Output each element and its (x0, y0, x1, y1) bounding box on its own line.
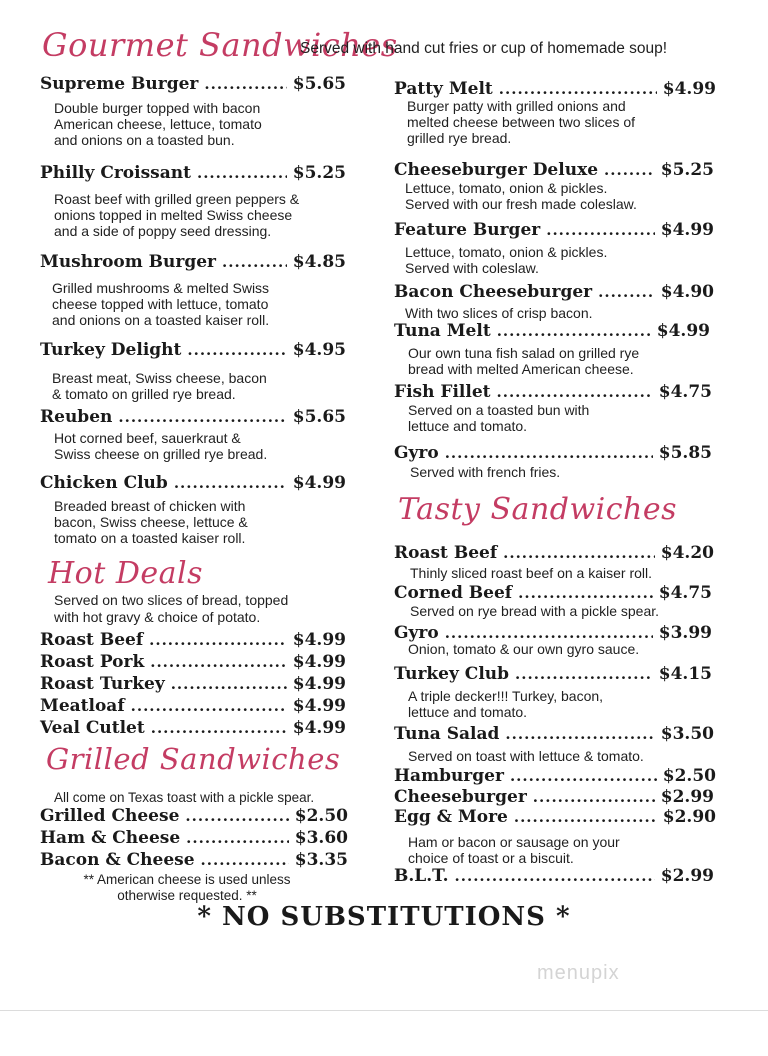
menu-item-roast-beef (40, 630, 346, 650)
menu-item-patty-melt (394, 79, 716, 99)
item-price: $2.99 (660, 787, 714, 807)
item-description: With two slices of crisp bacon. (405, 305, 593, 321)
item-name: B.L.T. (394, 866, 449, 886)
item-price: $4.75 (658, 382, 712, 402)
gourmet-title: Gourmet Sandwiches (42, 26, 398, 64)
item-description: Lettuce, tomato, onion & pickles. Served with coleslaw. (405, 244, 608, 276)
menu-item-tasty-roast-beef (394, 543, 714, 563)
item-name: Fish Fillet (394, 382, 491, 402)
gourmet-tagline: Served with hand cut fries or cup of homemade soup! (300, 40, 668, 57)
item-description: Thinly sliced roast beef on a kaiser roll. (410, 565, 652, 581)
item-price: $4.99 (292, 652, 346, 672)
item-name: Mushroom Burger (40, 252, 216, 272)
item-name: Grilled Cheese (40, 806, 180, 826)
item-name: Roast Pork (40, 652, 145, 672)
item-name: Tuna Melt (394, 321, 491, 341)
item-name: Reuben (40, 407, 113, 427)
item-name: Roast Turkey (40, 674, 165, 694)
menu-item-egg-more (394, 807, 716, 827)
item-price: $3.99 (658, 623, 712, 643)
item-name: Gyro (394, 623, 439, 643)
menu-item-meatloaf (40, 696, 346, 716)
item-name: Bacon Cheeseburger (394, 282, 593, 302)
item-name: Chicken Club (40, 473, 168, 493)
menu-item-ham-cheese (40, 828, 348, 848)
item-price: $4.75 (658, 583, 712, 603)
item-price: $4.95 (292, 340, 346, 360)
item-price: $2.90 (662, 807, 716, 827)
item-price: $3.35 (294, 850, 348, 870)
tasty-title: Tasty Sandwiches (398, 492, 678, 527)
item-name: Philly Croissant (40, 163, 191, 183)
menu-item-mushroom-burger (40, 252, 346, 272)
menu-item-roast-pork (40, 652, 346, 672)
item-name: Cheeseburger (394, 787, 527, 807)
menu-item-reuben (40, 407, 346, 427)
item-description: Served on rye bread with a pickle spear. (410, 603, 660, 619)
item-price: $4.20 (660, 543, 714, 563)
item-description: Onion, tomato & our own gyro sauce. (408, 641, 640, 657)
item-price: $3.50 (660, 724, 714, 744)
item-name: Meatloaf (40, 696, 125, 716)
item-price: $2.50 (294, 806, 348, 826)
item-description: A triple decker!!! Turkey, bacon, lettuce and tomato. (408, 688, 604, 720)
item-description: Breast meat, Swiss cheese, bacon & tomato on grilled rye bread. (52, 370, 267, 402)
item-name: Patty Melt (394, 79, 493, 99)
item-description: Double burger topped with bacon American cheese, lettuce, tomato and onions on a toasted bun. (54, 100, 262, 148)
item-description: Breaded breast of chicken with bacon, Swiss cheese, lettuce & tomato on a toasted kaiser roll. (54, 498, 248, 546)
grilled-title: Grilled Sandwiches (46, 742, 341, 776)
item-price: $2.99 (660, 866, 714, 886)
item-name: Supreme Burger (40, 74, 199, 94)
menu-item-grilled-cheese (40, 806, 348, 826)
menu-item-fish-fillet (394, 382, 712, 402)
item-name: Tuna Salad (394, 724, 500, 744)
item-description: Served with french fries. (410, 464, 561, 480)
item-price: $5.65 (292, 74, 346, 94)
item-name: Roast Beef (40, 630, 144, 650)
item-description: Ham or bacon or sausage on your choice of toast or a biscuit. (408, 834, 620, 866)
item-name: Roast Beef (394, 543, 498, 563)
item-name: Cheeseburger Deluxe (394, 160, 599, 180)
menu-item-tasty-gyro (394, 623, 712, 643)
item-name: Corned Beef (394, 583, 513, 603)
menu-item-tuna-melt (394, 321, 710, 341)
item-price: $4.99 (292, 674, 346, 694)
menu-item-blt (394, 866, 714, 886)
no-substitutions-notice: * NO SUBSTITUTIONS * (197, 902, 571, 932)
item-description: Roast beef with grilled green peppers & onions topped in melted Swiss cheese and a side of poppy seed dressing. (54, 191, 300, 239)
item-description: Lettuce, tomato, onion & pickles. Served with our fresh made coleslaw. (405, 180, 637, 212)
grilled-note: All come on Texas toast with a pickle spear. (54, 790, 315, 805)
item-price: $5.25 (660, 160, 714, 180)
item-price: $4.15 (658, 664, 712, 684)
menu-item-veal-cutlet (40, 718, 346, 738)
menu-item-bacon-cheese (40, 850, 348, 870)
menu-item-corned-beef (394, 583, 712, 603)
item-price: $4.99 (292, 718, 346, 738)
menu-item-supreme-burger (40, 74, 346, 94)
menu-item-philly-croissant (40, 163, 346, 183)
item-price: $4.90 (660, 282, 714, 302)
hot-deals-title: Hot Deals (48, 556, 203, 591)
menu-item-turkey-delight (40, 340, 346, 360)
item-price: $4.99 (292, 696, 346, 716)
menu-item-roast-turkey (40, 674, 346, 694)
item-price: $5.65 (292, 407, 346, 427)
item-name: Gyro (394, 443, 439, 463)
menu-item-hamburger (394, 766, 716, 786)
menu-item-gyro (394, 443, 712, 463)
menu-item-cheeseburger-deluxe (394, 160, 714, 180)
menu-item-tuna-salad (394, 724, 714, 744)
item-name: Ham & Cheese (40, 828, 181, 848)
item-description: Served on a toasted bun with lettuce and tomato. (408, 402, 590, 434)
menu-item-turkey-club (394, 664, 712, 684)
item-price: $4.99 (292, 630, 346, 650)
item-name: Turkey Club (394, 664, 510, 684)
item-price: $4.99 (656, 321, 710, 341)
menu-item-chicken-club (40, 473, 346, 493)
item-price: $2.50 (662, 766, 716, 786)
item-name: Egg & More (394, 807, 508, 827)
page-edge (0, 1010, 768, 1011)
item-price: $4.99 (662, 79, 716, 99)
item-price: $3.60 (294, 828, 348, 848)
hot-deals-note: Served on two slices of bread, topped with hot gravy & choice of potato. (54, 592, 289, 625)
item-price: $4.99 (660, 220, 714, 240)
item-price: $5.85 (658, 443, 712, 463)
menu-item-bacon-cheeseburger (394, 282, 714, 302)
menu-item-feature-burger (394, 220, 714, 240)
item-description: Grilled mushrooms & melted Swiss cheese topped with lettuce, tomato and onions on a toasted kaiser roll. (52, 280, 270, 328)
item-name: Feature Burger (394, 220, 541, 240)
item-price: $4.85 (292, 252, 346, 272)
item-name: Veal Cutlet (40, 718, 145, 738)
grilled-footnote: ** American cheese is used unless otherwise requested. ** (83, 872, 291, 903)
item-name: Hamburger (394, 766, 504, 786)
item-description: Hot corned beef, sauerkraut & Swiss cheese on grilled rye bread. (54, 430, 268, 462)
menupix-watermark: menupix (537, 962, 620, 984)
item-price: $4.99 (292, 473, 346, 493)
item-price: $5.25 (292, 163, 346, 183)
item-name: Turkey Delight (40, 340, 182, 360)
item-name: Bacon & Cheese (40, 850, 195, 870)
item-description: Our own tuna fish salad on grilled rye bread with melted American cheese. (408, 345, 640, 377)
menu-item-cheeseburger (394, 787, 714, 807)
item-description: Served on toast with lettuce & tomato. (408, 748, 644, 764)
item-description: Burger patty with grilled onions and melted cheese between two slices of grilled rye bread. (407, 98, 636, 146)
